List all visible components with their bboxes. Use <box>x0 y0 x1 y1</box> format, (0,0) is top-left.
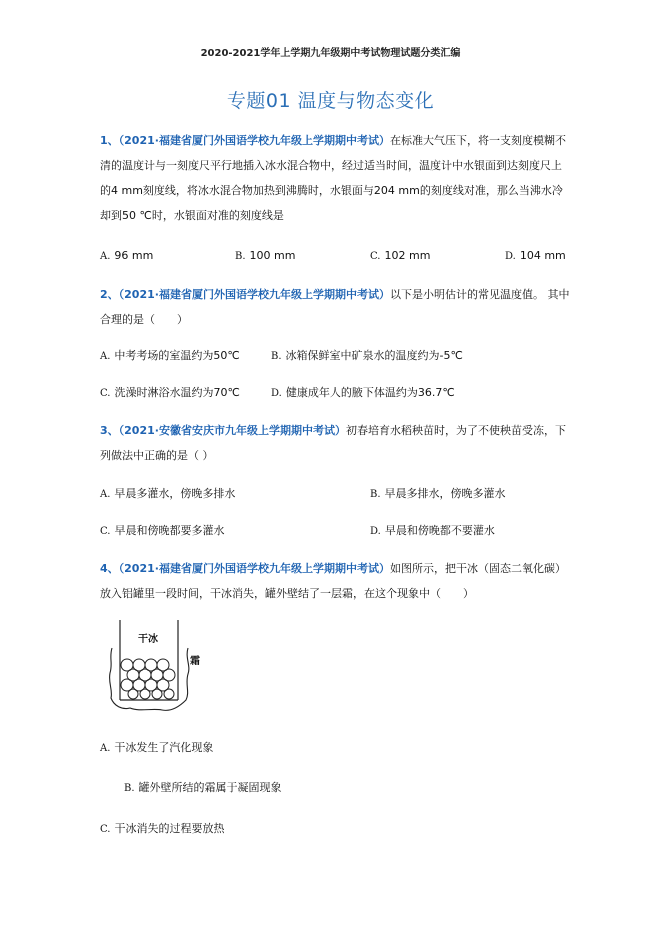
option-b <box>124 779 282 795</box>
question-text: 如图所示，把干冰（固态二氧化碳）放入铝罐里一段时间，干冰消失，罐外壁结了一层霜，在这个现象中（ ） <box>100 562 566 600</box>
question-2 <box>100 282 570 332</box>
option-text: 100 mm <box>249 249 296 262</box>
question-text: 在标准大气压下，将一支刻度模糊不清的温度计与一刻度尺平行地插入冰水混合物中，经过适当时间，温度计中水银面到达刻度尺上的4 mm刻度线，将冰水混合物加热到沸腾时，水银面与204 mm的刻度线对准，那么当沸水冷却到50 ℃时，水银面对准的刻度线是 <box>100 134 566 222</box>
option-d <box>271 384 455 400</box>
option-a <box>100 739 213 755</box>
option-d <box>370 522 495 538</box>
option-c <box>370 249 430 262</box>
question-source: （2021·福建省厦门外国语学校九年级上学期期中考试） <box>118 562 390 575</box>
question-source: （2021·安徽省安庆市九年级上学期期中考试） <box>118 424 346 437</box>
option-c <box>100 522 224 538</box>
dry-ice-label: 干冰 <box>138 634 158 645</box>
document-header: 2020-2021学年上学期九年级期中考试物理试题分类汇编 <box>200 48 461 59</box>
option-letter: C. <box>100 824 111 835</box>
question-4 <box>100 556 570 606</box>
option-a <box>100 485 235 501</box>
page-title: 专题01 温度与物态变化 <box>226 90 435 112</box>
option-text: 冰箱保鲜室中矿泉水的温度约为-5℃ <box>285 349 463 362</box>
question-number: 1、 <box>100 134 119 147</box>
option-text: 104 mm <box>519 249 566 262</box>
question-source: （2021·福建省厦门外国语学校九年级上学期期中考试） <box>118 288 390 301</box>
option-a <box>100 347 240 363</box>
option-text: 102 mm <box>384 249 431 262</box>
option-letter: A. <box>100 251 111 262</box>
option-text: 健康成年人的腋下体温约为36.7℃ <box>285 386 455 399</box>
question-text: 以下是小明估计的常见温度值。 其中合理的是（ ） <box>100 288 570 326</box>
option-c <box>100 820 224 836</box>
option-letter: C. <box>100 388 111 399</box>
option-letter: B. <box>271 351 282 362</box>
option-b <box>235 249 295 262</box>
option-letter: B. <box>124 783 135 794</box>
option-b <box>370 485 506 501</box>
question-1 <box>100 128 570 228</box>
option-a <box>100 249 153 262</box>
option-letter: D. <box>370 526 381 537</box>
option-letter: C. <box>100 526 111 537</box>
option-letter: A. <box>100 743 111 754</box>
option-c <box>100 384 240 400</box>
option-letter: D. <box>271 388 282 399</box>
dry-ice-can-figure <box>108 618 204 714</box>
question-number: 3、 <box>100 424 119 437</box>
question-number: 2、 <box>100 288 119 301</box>
option-letter: D. <box>505 251 516 262</box>
option-text: 罐外壁所结的霜属于凝固现象 <box>138 781 282 794</box>
question-3 <box>100 418 570 468</box>
option-letter: C. <box>370 251 381 262</box>
option-d <box>505 249 566 262</box>
option-letter: A. <box>100 489 111 500</box>
option-b <box>271 347 463 363</box>
option-text: 干冰消失的过程要放热 <box>114 822 225 835</box>
option-text: 早晨多灌水，傍晚多排水 <box>114 487 236 500</box>
option-letter: B. <box>370 489 381 500</box>
option-text: 96 mm <box>114 249 154 262</box>
frost-label: 霜 <box>190 656 200 667</box>
option-text: 早晨和傍晚都不要灌水 <box>384 524 495 537</box>
option-text: 中考考场的室温约为50℃ <box>114 349 240 362</box>
option-text: 早晨多排水，傍晚多灌水 <box>384 487 506 500</box>
option-text: 洗澡时淋浴水温约为70℃ <box>114 386 240 399</box>
option-text: 干冰发生了汽化现象 <box>114 741 214 754</box>
question-text: 初春培育水稻秧苗时，为了不使秧苗受冻，下列做法中正确的是（ ） <box>100 424 566 462</box>
option-letter: B. <box>235 251 246 262</box>
option-text: 早晨和傍晚都要多灌水 <box>114 524 225 537</box>
option-letter: A. <box>100 351 111 362</box>
question-source: （2021·福建省厦门外国语学校九年级上学期期中考试） <box>118 134 390 147</box>
question-number: 4、 <box>100 562 119 575</box>
